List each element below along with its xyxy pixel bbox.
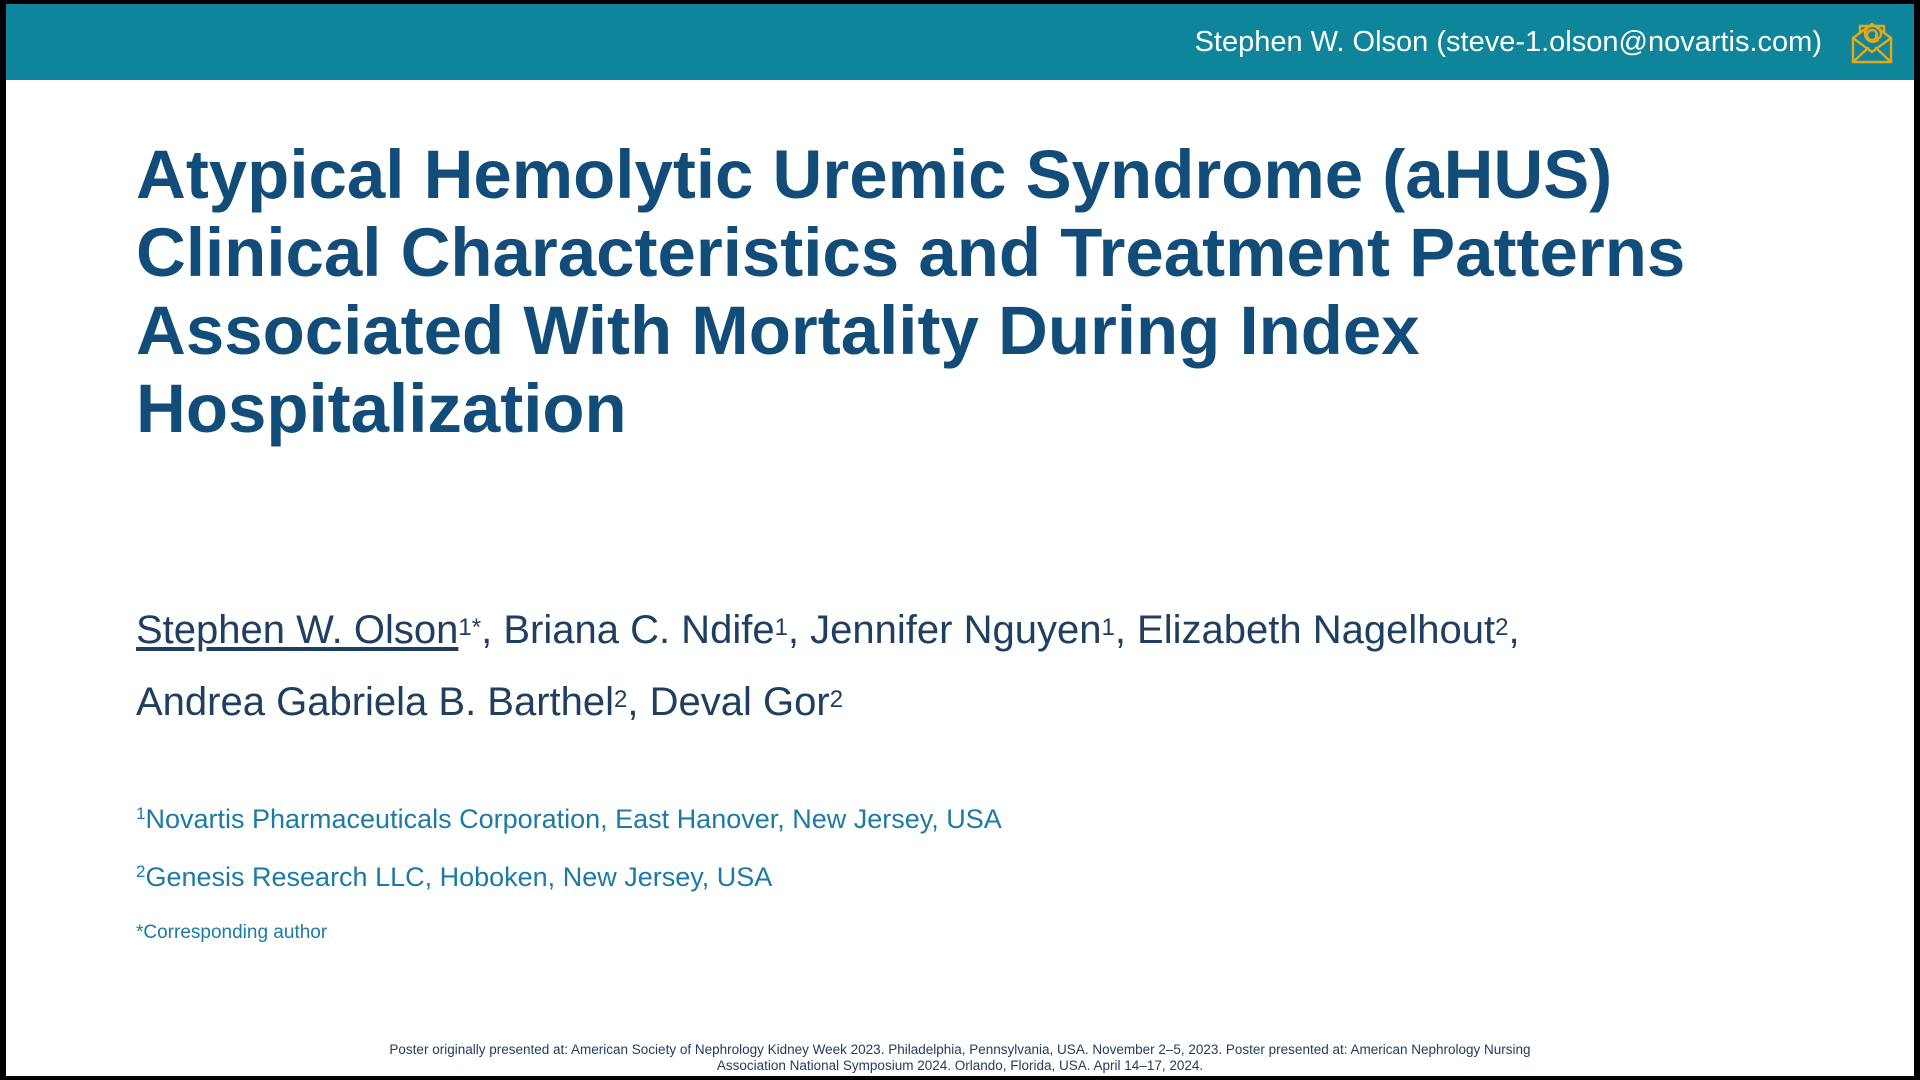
title-line: Atypical Hemolytic Uremic Syndrome (aHUS) (136, 136, 1613, 213)
author-affiliation-mark: 2 (829, 686, 844, 713)
title-line: Clinical Characteristics and Treatment Patterns (136, 214, 1686, 291)
presentation-footnote (6, 1042, 1914, 1074)
author-affiliation-mark: 1 (774, 614, 788, 641)
email-envelope-icon[interactable] (1848, 18, 1896, 66)
title-line: Associated With Mortality During Index (136, 292, 1420, 369)
author-name: Jennifer Nguyen (810, 608, 1102, 652)
poster-title (136, 136, 1836, 448)
author-separator: , (787, 608, 811, 652)
author-name: Andrea Gabriela B. Barthel (136, 680, 615, 724)
author-affiliation-mark: 1* (458, 614, 482, 641)
author-separator: , (627, 680, 650, 724)
affiliation-text: Genesis Research LLC, Hoboken, New Jersey, USA (145, 862, 773, 892)
contact-info: Stephen W. Olson (steve-1.olson@novartis.com) (1194, 26, 1822, 58)
affiliation-item (136, 804, 1002, 862)
author-name: Briana C. Ndife (503, 608, 775, 652)
poster-slide (6, 4, 1914, 1076)
affiliation-number: 1 (136, 804, 146, 823)
author-line (136, 594, 1520, 666)
author-line (136, 666, 1520, 738)
affiliation-text: Novartis Pharmaceuticals Corporation, East Hanover, New Jersey, USA (145, 804, 1002, 834)
affiliation-number: 2 (136, 862, 146, 881)
footnote-line: Association National Symposium 2024. Orlando, Florida, USA. April 14–17, 2024. (716, 1058, 1204, 1073)
affiliation-item (136, 862, 1002, 920)
author-separator: , (481, 608, 504, 652)
author-affiliation-mark: 1 (1101, 614, 1115, 641)
affiliation-list (136, 804, 1002, 920)
footnote-line: Poster originally presented at: American Society of Nephrology Kidney Week 2023. Philadelphia, Pennsylvania, USA. November 2–5, 2023. Poster presented at: American Nephrology Nursing (389, 1042, 1531, 1057)
title-line: Hospitalization (136, 370, 627, 447)
header-bar (6, 4, 1914, 80)
author-affiliation-mark: 2 (1495, 614, 1509, 641)
author-separator: , (1508, 608, 1520, 652)
author-name: Deval Gor (649, 680, 830, 724)
author-link-olson[interactable]: Stephen W. Olson (136, 608, 459, 652)
author-separator: , (1114, 608, 1138, 652)
corresponding-author-note: *Corresponding author (136, 922, 328, 943)
author-affiliation-mark: 2 (614, 686, 628, 713)
author-name: Elizabeth Nagelhout (1137, 608, 1496, 652)
author-list (136, 594, 1520, 738)
